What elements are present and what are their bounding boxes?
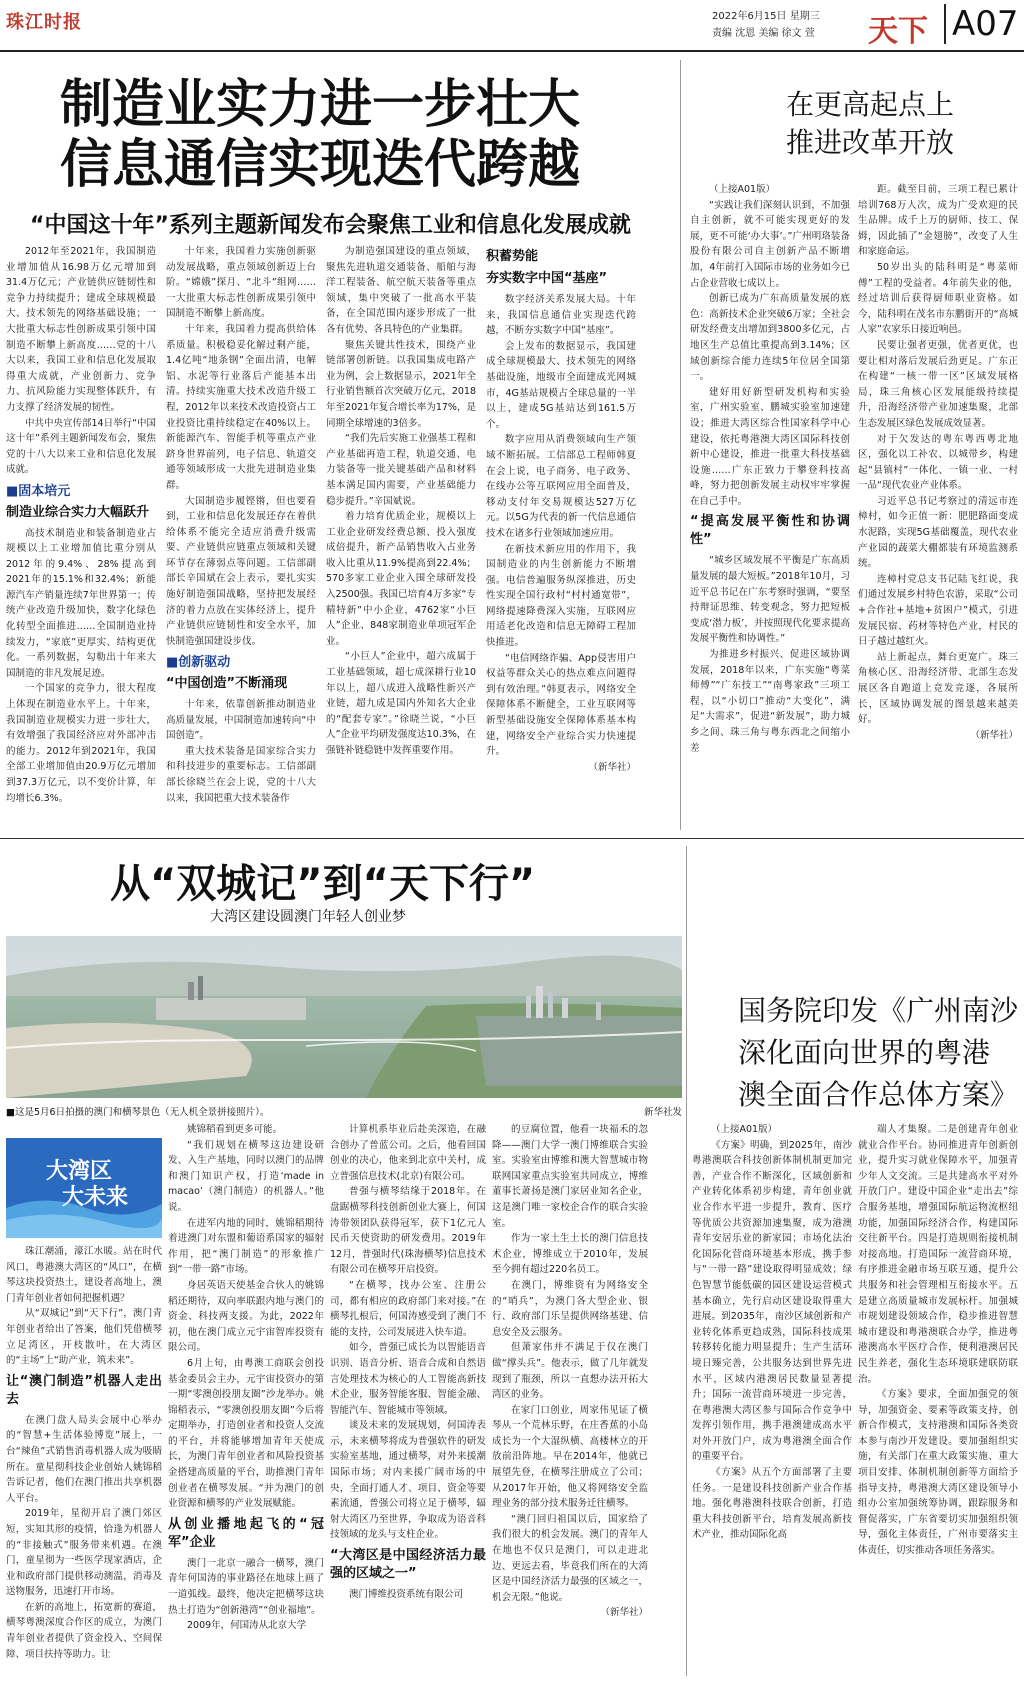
- paragraph: “城乡区域发展不平衡是广东高质量发展的最大短板。”2018年10月，习近平总书记在广东考察时强调，“要坚持辩证思维、转变观念，努力把短板变成‘潜力板’，并按照现代化要求提高发展平衡性和协调性。”: [690, 555, 850, 645]
- paragraph: “电信网络诈骗、App侵害用户权益等群众关心的热点难点问题得到有效治理。”韩夏表示，网络安全保障体系不断健全，工业互联网等新型基础设施安全保障体系基本构建，网络安全产业综合实力快速提升。: [486, 652, 636, 758]
- paragraph: 端人才集聚。二是创建青年创业就业合作平台。协同推进青年创新创业，提升实习就业保障水平，加强青少年人文交流。三是共建高水平对外开放门户。建设中国企业“走出去”综合服务基地，增强国际航运物流枢纽功能，加强国际经济合作，构建国际交往新平台。四是打造规则衔接机制对接高地。打造国际一流营商环境，有序推进金融市场互联互通，提升公共服务和社会管理相互衔接水平。五是建立高质量城市发展标杆。加强城市规划建设领域合作，稳步推进智慧城市建设和粤港澳联合办学，推进粤港澳高水平医疗合作，便利港澳居民民生养老，强化生态环境联建联防联治。: [858, 1124, 1018, 1385]
- byline-credit: （新华社）: [600, 1607, 648, 1619]
- paragraph: 大国制造步履铿锵，但也要看到，工业和信息化发展还存在着供给体系不能完全适应消费升级需要、产业链供应链重点领域和关键环节存在薄弱点等问题。工信部副部长辛国斌在会上表示，要扎实实施好制造强国战略，坚持把发展经济的着力点放在实体经济上，提升产业链供应链韧性和安全水平，加快制造强国建设步伐。: [166, 495, 316, 647]
- paragraph: 6月上旬，由粤澳工商联会创投基金委员会主办，元宇宙投资办的第一期“零澳创投朋友圈”沙龙举办。姚锦稻表示，“零澳创投朋友圈”今后将定期举办，打造创业者和投资人交流的平台，并将能够增加青年天使成长，为澳门青年创业者和风险投资基金搭建高质量的平台，助推澳门青年创业者在横琴发展。“并为澳门的创业资源和横琴的产业发展赋能。: [168, 1357, 324, 1510]
- aerial-photo: [6, 936, 682, 1098]
- paragraph: 创新已成为广东高质量发展的底色：高新技术企业突破6万家；全社会研发经费支出增加到3800多亿元，占地区生产总值比重提高到3.14%；区域创新综合能力连续5年位居全国第一。: [690, 293, 850, 383]
- page-number: A07: [944, 4, 1019, 44]
- article1-headline-line1: 制造业实力进一步壮大: [60, 75, 581, 135]
- article1-column-2: [166, 244, 316, 824]
- issue-date: 2022年6月15日 星期三: [712, 11, 820, 22]
- article3-column-3: [330, 1122, 486, 1680]
- paragraph: 澳门博维投资系统有限公司: [349, 1589, 464, 1601]
- paragraph: 习近平总书记考察过的清远市连樟村，如今正值一新：肥肥路面变成水泥路，实现5G基础覆盖，现代农业产业园的蔬菜大棚都装有环境监测系统。: [858, 495, 1018, 570]
- paragraph: 的豆腐位置，他看一块福禾的忽降——澳门大学一澳门博维联合实验室。实验室由博维和澳大智慧城市物联网国家重点实验室共同成立，博维董事长萧扬是澳门家居业知名企业，这是澳门唯一家校企合作的联合实验室。: [492, 1124, 648, 1229]
- paragraph: 对于欠发达的粤东粤西粤北地区，强化以工补农、以城带乡，构建起“县镇村”一体化、一镇一业、一村一品“现代农业产业体系。: [858, 433, 1018, 492]
- section-subheading: 从创业播地起飞的“冠军”企业: [168, 1516, 324, 1550]
- article2-title-line2: 推进改革开放: [786, 126, 955, 159]
- article3-column-2: [168, 1122, 324, 1680]
- paper-name: 珠江时报: [6, 12, 82, 33]
- paragraph: 距。截至目前，三项工程已累计培训768万人次，成为广受欢迎的民生品牌。成千上万的厨师、技工、保姆，因此插了“金翅膀”，改变了人生和家庭命运。: [858, 184, 1018, 258]
- paragraph: 50岁出头的陆科明是“粤菜师傅”工程的受益者。4年前失业的他，经过培训后获得厨师职业资格。如今，陆科明在茂名市东鹏街开的“高城人家”农家乐日接近响邑。: [858, 261, 1018, 336]
- paragraph: 2009年，何国涛从北京大学: [187, 1620, 307, 1632]
- macau-hengqin-aerial-image: [6, 936, 682, 1098]
- article2-title-line1: 在更高起点上: [786, 88, 955, 121]
- paragraph: （上接A01版）: [709, 184, 776, 195]
- logo-line2: 大未来: [62, 1185, 129, 1210]
- paragraph: 从“双城记”到“天下行”，澳门青年创业者给出了答案，他们凭借横琴立足湾区，开枝散叶，在大湾区的“主场”上“助产业，筑未来”。: [6, 1308, 162, 1367]
- paragraph: 在澳门盘人局头会展中心举办的“智慧+生活体验博览”展上，一台“辣鱼”式销售消毒机器人成为吸睛所在。童星彻科技企业创始人姚锦稻告诉记者，他们在澳门推出共享机器人平台。: [6, 1414, 162, 1504]
- greater-bay-area-logo: [6, 1138, 162, 1238]
- paragraph: 普强与横琴结缘于2018年。在盘踞横琴科技创新创业大赛上，何国涛带领团队获得冠军，获下1亿元人民币天使资助的研发费用。2019年12月，普强时代(珠海横琴)信息技术有限公司在横琴开启投资。: [330, 1186, 486, 1276]
- paragraph: “在横琴，找办公室、注册公司，都有相应的政府部门来对接。”在横琴扎根后，何国涛感受到了澳门不能的支持，公司发展进入快车道。: [330, 1279, 486, 1338]
- section-subheading: “大湾区是中国经济活力最强的区域之一”: [330, 1548, 486, 1582]
- column-divider: [680, 60, 681, 830]
- logo-line1: 大湾区: [46, 1159, 113, 1184]
- paragraph: 2019年，星彻开启了澳门郊区短，实知其形的疫情，恰逢为机器人的“非接触式”服务带来机遇。在澳门，童星彻为一些医学现家酒店，企业和政府部门提供移动测温，消毒及送物服务，迅速打开市场。: [6, 1508, 162, 1598]
- paragraph: 十年来，我国着力提高供给体系质量。积极稳妥化解过剩产能，1.4亿吨“地条钢”全面出清，电解铝、水泥等行业落后产能基本出清。持续实施重大技术改造升级工程，2012年以来技术改造投资占工业投资比重持续稳定在40%以上。新能源汽车、智能手机等重点产业跻身世界前列，电子信息、轨道交通等领域形成一大批先进制造业集群。: [166, 323, 316, 491]
- section-heading: 积蓄势能: [486, 249, 539, 264]
- photo-caption: [6, 1104, 682, 1118]
- paragraph: “我们规划在横琴这边建设研发、入生产基地，同时以澳门的品牌和澳门知识产权，打造‘made in macao’（澳门制造）的机器人。”他说。: [168, 1139, 324, 1213]
- paragraph: 连樟村党总支书记陆飞红说，我们通过发展乡村特色农游，采取“公司+合作社+基地+贫困户”模式，引进发展民宿、药材等特色产业，村民的日子越过越红火。: [858, 573, 1018, 648]
- paragraph: 姚锦稻看到更多可能。: [187, 1124, 283, 1135]
- article4-column-1: [692, 1122, 852, 1680]
- paragraph: 计算机系毕业后赴美深造，在融合创办了普蓝公司。之后，他看回国创业的决心，他来到北京中关村，成立普强信息技术(北京)有限公司。: [330, 1124, 486, 1182]
- editor-credit: 责编 沈恩 美编 徐文 萱: [712, 28, 815, 39]
- paragraph: “我们先后实施工业强基工程和产业基础再造工程，轨道交通、电力装备等一批关键基础产品和材料基本满足国内需要，产业基础能力稳步提升。”辛国斌说。: [326, 433, 476, 507]
- section-heading: ■创新驱动: [166, 655, 231, 671]
- article3-subhead: 大湾区建设圆澳门年轻人创业梦: [210, 909, 406, 925]
- paragraph: 聚焦关键共性技术，围绕产业链部署创新链。以我国集成电路产业为例，会上数据显示，2021年全行业销售额首次突破万亿元，2018年至2021年复合增长率为17%，是同期全球增速的3倍多。: [326, 339, 476, 429]
- byline-credit: （新华社）: [970, 729, 1018, 741]
- paragraph: 十年来，我国着力实施创新驱动发展战略，重点领域创新迈上台阶。“嫦娥”探月、“北斗”组网……一大批重大标志性创新成果引领中国制造不断攀上新高度。: [166, 246, 316, 320]
- article3-column-4: [492, 1122, 648, 1680]
- bay-area-banner-graphic: [6, 1138, 162, 1238]
- paragraph: “实践让我们深刻认识到，不加强自主创新，就不可能实现更好的发展，更不可能‘办大事’。”广州明珞装备股份有限公司自主创新产品不断增加，4年前打入国际市场的业务如今已占企业营收七成以上。: [690, 199, 850, 289]
- article4-title-line3: 澳全面合作总体方案》: [738, 1078, 1019, 1111]
- section-subheading: 夯实数字中国“基座”: [486, 271, 608, 286]
- article1-column-4: [486, 244, 636, 824]
- paragraph: 数字经济关系发展大局。十年来，我国信息通信业实现迭代跨越，不断夯实数字中国“基座”。: [486, 294, 636, 337]
- paragraph: 谈及未来的发展规划，何国涛表示，未来横琴将成为普强软件的研发实验室基地，通过横琴，对外来援潮国际市场；对内来援广阔市场的中央，全面打通人才、项目、资金等要素流通，普强公司将立足于横琴，辐射大湾区乃至世界，争取成为语音科技领域的龙头与支柱企业。: [330, 1420, 486, 1541]
- paragraph: 十年来，依靠创新推动制造业高质量发展，中国制造加速转向“中国创造”。: [166, 699, 316, 742]
- paragraph: 如今，普强已成长为以智能语音识别、语音分析、语音合成和自然语言处理技术为核心的人工智能高新技术企业，服务智能客服、智能金融、智能汽车、智能城市等领域。: [330, 1342, 486, 1416]
- paragraph: 《方案》从五个方面部署了主要任务。一是建设科技创新产业合作基地。强化粤港澳科技联合创新，打造重大科技创新平台，培育发展高新技术产业，推动国际化高: [692, 1467, 852, 1541]
- byline-credit: （新华社）: [588, 761, 636, 773]
- section-name: 天下: [868, 14, 928, 49]
- paragraph: 在进军内地的同时，姚锦稻期待着进澳门对东盟和葡语系国家的辐射作用，把“澳门制造”的形象推广到“一带一路”市场。: [168, 1217, 324, 1276]
- article1-column-3: [326, 244, 476, 824]
- paragraph: 但萧家伟并不满足于仅在澳门做“撑头兵”。他表示，做了几年就发现到了瓶颈，所以一直想办法开拓大湾区的业务。: [492, 1342, 648, 1401]
- paragraph: 珠江潮涌，濠江水暖。站在时代风口，粤港澳大湾区的“风口”，在横琴这块投资热土，建设者高地上，澳门青年创业者如何把握机遇？: [6, 1246, 162, 1304]
- article4-column-2: [858, 1122, 1018, 1680]
- article1-headline-line2: 信息通信实现迭代跨越: [60, 135, 581, 195]
- article3-headline: 从“双城记”到“天下行”: [110, 861, 536, 907]
- article1-column-1: [6, 244, 156, 824]
- article1-subhead: “中国这十年”系列主题新闻发布会聚焦工业和信息化发展成就: [30, 213, 631, 238]
- paragraph: 在澳门，博维资有为网络安全的“哨兵”，为澳门各大型企业、银行、政府部门乐呈提供网络基建、信息安全及云服务。: [492, 1279, 648, 1338]
- paragraph: 为制造强国建设的重点领域，聚焦先进轨道交通装备、船舶与海洋工程装备、航空航天装备等重点领域，集中突破了一批高水平装备，在全国范围内逐步形成了一批各有优势、各具特色的产业集群。: [326, 246, 476, 335]
- paragraph: 2012年至2021年，我国制造业增加值从16.98万亿元增加到31.4万亿元；产业链供应链韧性和竞争力持续提升；建成全球规模最大、技术领先的网络基础设施；一大批重大标志性创新成果引领中国制造不断攀上新高度……党的十八大以来，我国工业和信息化发展取得重大成就，产业创新力、竞争力、抗风险能力实现整体跃升，有力支撑了经济发展的韧性。: [6, 246, 156, 413]
- paragraph: “澳门回归祖国以后，国家给了我们很大的机会发展。澳门的青年人在地也不仅只是澳门，可以走进北边、更远去看，毕竟我们所在的大湾区是中国经济活力最强的区域之一，机会无限。”他说。: [492, 1513, 648, 1603]
- paragraph: 为推进乡村振兴、促进区域协调发展，2018年以来，广东实施“粤菜师傅”“广东技工”“南粤家政”三项工程，以“小切口”推动“大变化”，满足“大需求”，促进“新发展”，助力城乡之间、珠三角与粤东西北之间缩小差: [690, 649, 850, 754]
- photo-credit: 新华社发: [643, 1107, 682, 1118]
- paragraph: 在新技术新应用的作用下，我国制造业的内生创新能力不断增强。电信普遍服务纵深推进，历史性实现全国行政村“村村通宽带”，网络提速降费深入实施，互联网应用适老化改造和信息无障碍工程加快推进。: [486, 543, 636, 649]
- paragraph: 作为一家土生土长的澳门信息技术企业，博维成立于2010年，发展至今拥有超过220名员工。: [492, 1233, 648, 1276]
- article4-title-line2: 深化面向世界的粤港: [738, 1036, 991, 1069]
- paragraph: 澳门一北京一融合一横琴，澳门青年何国涛的事业路径在地球上画了一道弧线。最终，他决定把横琴这块热土打造为“创新港湾”“创业福地”。: [168, 1557, 324, 1616]
- paragraph: 民要让强者更强，优者更优，也要让相对落后发展后劲更足。广东正在构建“一核一带一区”区域发展格局，珠三角核心区发展能级持续提升，沿海经济带产业加速集聚，北部生态发展区绿色发展成效显著。: [858, 339, 1018, 429]
- section-divider: [0, 838, 1024, 839]
- caption-text: ■这是5月6日拍摄的澳门和横琴景色（无人机全景拼接照片）。: [6, 1107, 270, 1118]
- paragraph: 身居英语天使基金合伙人的姚锦稻还期待，双向率联跟内地与澳门的资金、科技两支援。为此，2022年初，他在澳门成立元宇宙智库投资有限公司。: [168, 1279, 324, 1354]
- section-heading: ■固本培元: [6, 483, 71, 499]
- article2-column-1: [690, 182, 850, 832]
- article4-title-line1: 国务院印发《广州南沙: [738, 994, 1019, 1027]
- paragraph: 重大技术装备是国家综合实力和科技进步的重要标志。工信部副部长徐晓兰在会上说，党的十八大以来，我国把重大技术装备作: [166, 745, 316, 804]
- masthead: [0, 0, 1024, 52]
- paragraph: 一个国家的竞争力，很大程度上体现在制造业水平上。十年来，我国制造业规模实力进一步壮大，有效增强了我国经济应对外部冲击的能力。2012年到2021年，我国全部工业增加值由20.9万亿元增加到37.3万亿元，以不变价计算，年均增长6.3%。: [6, 683, 156, 804]
- article3-column-1: [6, 1244, 162, 1680]
- paragraph: 数字应用从消费领域向生产领域不断拓展。工信部总工程师韩夏在会上说，电子商务、电子政务、在线办公等互联网应用全面普及，移动支付年交易规模达527万亿元。以5G为代表的新一代信息通信技术在诸多行业领域加速应用。: [486, 434, 636, 539]
- paragraph: 中共中央宣传部14日举行“中国这十年”系列主题新闻发布会，聚焦党的十八大以来工业和信息化发展成就。: [6, 417, 156, 476]
- section-subheading: “中国创造”不断涌现: [166, 676, 288, 692]
- paragraph: 会上发布的数据显示，我国建成全球规模最大、技术领先的网络基础设施，地级市全面建成光网城市，4G基站规模占全球总量的一半以上，建成5G基站达到161.5万个。: [486, 340, 636, 430]
- paragraph: “小巨人”企业中，超六成属于工业基础领域，超七成深耕行业10年以上，超八成进入战略性新兴产业链，超九成是国内外知名大企业的“配套专家”。”徐晓兰说，“小巨人”企业平均研发强度达10.3%，在强链补链稳链中发挥重要作用。: [326, 651, 476, 756]
- paragraph: （上接A01版）: [711, 1124, 778, 1135]
- paragraph: 在新的高地上，拓宽新的赛道，横琴粤澳深度合作区的成立，为澳门青年创业者提供了资金投入、空间保障、项目扶持等助力。让: [6, 1601, 162, 1660]
- paragraph: 站上新起点，舞台更宽广。珠三角核心区、沿海经济带、北部生态发展区各自跑道上竞发竞逐，各展所长，区域协调发展的图景越来越美好。: [858, 651, 1018, 726]
- article4-title: [738, 990, 1018, 1116]
- column-divider: [686, 846, 687, 1676]
- section-subheading: 制造业综合实力大幅跃升: [6, 504, 150, 520]
- section-subheading: “提高发展平衡性和协调性”: [690, 514, 850, 548]
- article2-column-2: [858, 182, 1018, 832]
- paragraph: 《方案》明确，到2025年，南沙粤港澳联合科技创新体制机制更加完善，产业合作不断深化，区域创新和产业转化体系初步构建，青年创业就业合作水平进一步提升，教育、医疗等优质公共资源加速集聚，成为港澳青年安居乐业的新家园；市场化法治化国际化营商环境基本形成，携手参与“一带一路”建设取得明显成效；绿色智慧节能低碳的园区建设运营模式基本确立，先行启动区建设取得重大进展。到2035年，南沙区域创新和产业转化体系更趋成熟，国际科技成果转移转化能力明显提升；生产生活环境日臻完善，公共服务达到世界先进水平，区域内港澳居民数量显著提升；国际一流营商环境进一步完善，在粤港澳大湾区参与国际合作竞争中发挥引领作用，携手港澳建成高水平对外开放门户，成为粤港澳全面合作的重要平台。: [692, 1139, 852, 1463]
- paragraph: 建好用好新型研发机构和实验室，广州实验室、鹏城实验室加速建设；推进大湾区综合性国家科学中心建设，依托粤港澳大湾区国际科技创新中心建设，推进一批重大科技基础设施……广东正致力于攀登科技高峰，努力把创新发展主动权牢牢掌握在自己手中。: [690, 386, 850, 507]
- section-subheading: 让“澳门制造”机器人走出去: [6, 1373, 162, 1407]
- paragraph: 着力培育优质企业，规模以上工业企业研发经费总额、投入强度成倍提升，新产品销售收入占业务收入比重从11.9%提高到22.4%；570多家工业企业入围全球研发投入2500强。我国已培育4万多家“专精特新”中小企业，4762家“小巨人”企业、848家制造业单项冠军企业。: [326, 511, 476, 647]
- paragraph: 高技术制造业和装备制造业占规模以上工业增加值比重分别从2012年的9.4%、28%提高到2021年的15.1%和32.4%；新能源汽车产销量连续7年世界第一；传统产业改造升级加快，数字化绿色化转型全面推进……全国制造业持续发力，“家底”更厚实、结构更优化。一系列数据，勾勒出十年来大国制造的非凡发展足迹。: [6, 527, 156, 679]
- paragraph: 在家门口创业，周家伟见证了横琴从一个荒林乐野，在庄香蕉的小岛成长为一个大湿纵横、高楼林立的开放前沿阵地。早在2014年，他就已展望先登，在横琴注册成立了公司；从2017年开始，他又将网络安全监理业务的部分技术服务迁往横琴。: [492, 1404, 648, 1510]
- paragraph: 《方案》要求，全面加强党的领导，加强资金、要素等政策支持，创新合作模式，支持港澳和国际各类资本参与南沙开发建设。要加强组织实施，有关部门在重大政策实施、重大项目安排、体制机制创新等方面给予指导支持，粤港澳大湾区建设领导小组办公室加强统筹协调，跟踪服务和督促落实，广东省要切实加强组织领导，强化主体责任，广州市要落实主体责任，切实推动各项任务落实。: [858, 1389, 1018, 1557]
